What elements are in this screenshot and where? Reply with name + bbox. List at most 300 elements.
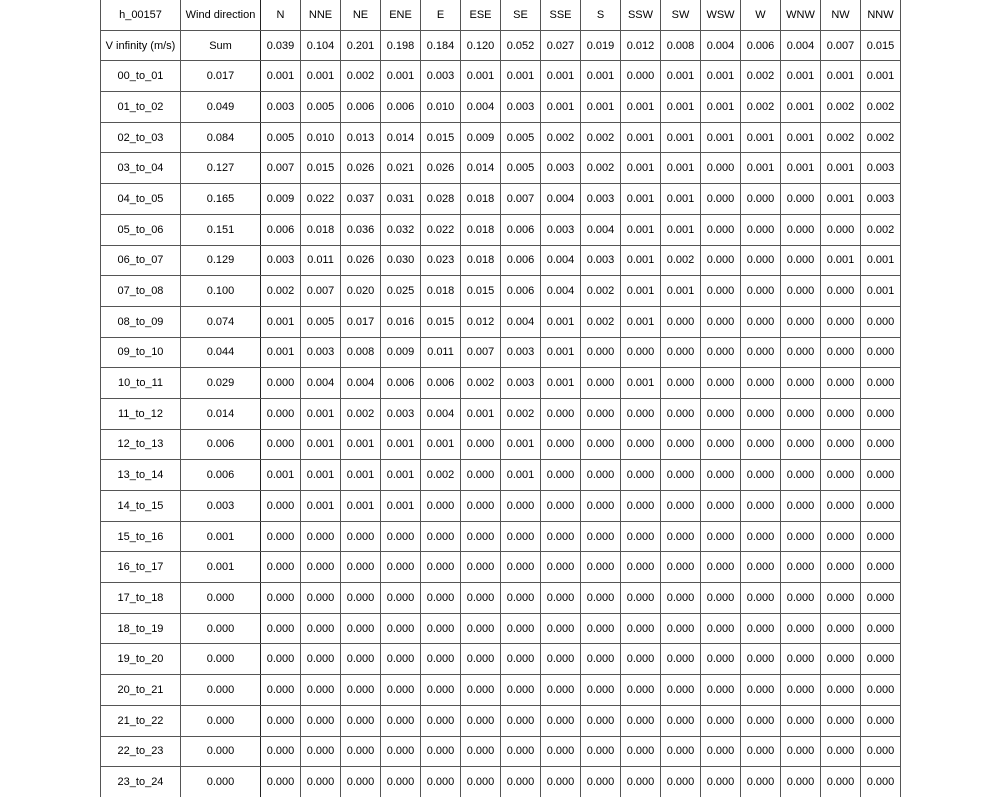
frequency-cell: 0.000 [341,644,381,675]
frequency-cell: 0.000 [461,736,501,767]
frequency-cell: 0.000 [861,705,901,736]
frequency-cell: 0.000 [261,583,301,614]
frequency-cell: 0.000 [741,429,781,460]
row-sum-cell: 0.044 [181,337,261,368]
frequency-cell: 0.000 [821,460,861,491]
frequency-cell: 0.000 [581,736,621,767]
frequency-cell: 0.000 [821,491,861,522]
row-sum-cell: 0.000 [181,613,261,644]
row-sum-cell: 0.000 [181,767,261,797]
frequency-cell: 0.001 [301,460,341,491]
frequency-cell: 0.003 [861,184,901,215]
frequency-cell: 0.001 [301,429,341,460]
direction-sum-cell: 0.008 [661,30,701,61]
table-row [101,368,901,399]
frequency-cell: 0.000 [861,521,901,552]
frequency-cell: 0.000 [821,613,861,644]
frequency-cell: 0.006 [381,92,421,123]
frequency-cell: 0.000 [381,736,421,767]
frequency-cell: 0.000 [661,736,701,767]
frequency-cell: 0.000 [861,767,901,797]
frequency-cell: 0.000 [741,675,781,706]
frequency-cell: 0.012 [461,306,501,337]
speed-bin-label: 14_to_15 [101,491,181,522]
frequency-cell: 0.000 [301,705,341,736]
frequency-cell: 0.000 [501,644,541,675]
frequency-cell: 0.001 [461,398,501,429]
frequency-cell: 0.001 [821,184,861,215]
frequency-cell: 0.007 [461,337,501,368]
frequency-cell: 0.000 [501,675,541,706]
frequency-cell: 0.000 [501,521,541,552]
speed-bin-label: 12_to_13 [101,429,181,460]
frequency-cell: 0.000 [581,767,621,797]
frequency-cell: 0.032 [381,214,421,245]
frequency-cell: 0.000 [461,675,501,706]
direction-header: SSW [621,0,661,30]
direction-sum-cell: 0.184 [421,30,461,61]
frequency-cell: 0.000 [501,613,541,644]
row-sum-cell: 0.014 [181,398,261,429]
frequency-cell: 0.000 [501,767,541,797]
frequency-cell: 0.000 [661,767,701,797]
frequency-cell: 0.000 [861,368,901,399]
frequency-cell: 0.000 [821,429,861,460]
frequency-cell: 0.007 [301,276,341,307]
frequency-cell: 0.000 [541,613,581,644]
frequency-cell: 0.001 [701,92,741,123]
frequency-cell: 0.000 [861,552,901,583]
frequency-cell: 0.031 [381,184,421,215]
frequency-cell: 0.000 [501,552,541,583]
frequency-cell: 0.000 [621,61,661,92]
frequency-cell: 0.000 [861,337,901,368]
frequency-cell: 0.001 [541,61,581,92]
frequency-cell: 0.001 [661,184,701,215]
speed-bin-label: 01_to_02 [101,92,181,123]
speed-bin-label: 03_to_04 [101,153,181,184]
frequency-cell: 0.000 [821,276,861,307]
frequency-cell: 0.021 [381,153,421,184]
table-row [101,767,901,797]
frequency-cell: 0.000 [461,521,501,552]
frequency-cell: 0.000 [381,644,421,675]
frequency-cell: 0.001 [661,92,701,123]
frequency-cell: 0.007 [501,184,541,215]
frequency-cell: 0.000 [621,736,661,767]
frequency-cell: 0.003 [501,368,541,399]
direction-header: ESE [461,0,501,30]
frequency-cell: 0.001 [621,276,661,307]
table-row [101,306,901,337]
table-row [101,460,901,491]
speed-bin-label: 20_to_21 [101,675,181,706]
frequency-cell: 0.001 [381,491,421,522]
frequency-cell: 0.000 [541,644,581,675]
frequency-cell: 0.000 [741,245,781,276]
frequency-cell: 0.000 [781,521,821,552]
row-sum-cell: 0.127 [181,153,261,184]
frequency-cell: 0.001 [821,245,861,276]
speed-bin-label: 18_to_19 [101,613,181,644]
frequency-cell: 0.000 [861,398,901,429]
frequency-cell: 0.015 [461,276,501,307]
frequency-cell: 0.004 [501,306,541,337]
frequency-cell: 0.002 [821,92,861,123]
frequency-cell: 0.001 [621,184,661,215]
frequency-cell: 0.001 [861,276,901,307]
frequency-cell: 0.000 [381,613,421,644]
frequency-cell: 0.000 [261,429,301,460]
frequency-cell: 0.000 [581,521,621,552]
frequency-cell: 0.000 [821,214,861,245]
frequency-cell: 0.001 [781,153,821,184]
frequency-cell: 0.013 [341,122,381,153]
frequency-cell: 0.003 [421,61,461,92]
direction-header: E [421,0,461,30]
frequency-cell: 0.004 [541,245,581,276]
frequency-cell: 0.000 [421,583,461,614]
frequency-cell: 0.000 [781,429,821,460]
frequency-cell: 0.001 [301,61,341,92]
table-row [101,337,901,368]
row-sum-cell: 0.084 [181,122,261,153]
frequency-cell: 0.000 [741,736,781,767]
direction-header: NE [341,0,381,30]
direction-sum-cell: 0.027 [541,30,581,61]
frequency-cell: 0.000 [261,398,301,429]
frequency-cell: 0.023 [421,245,461,276]
frequency-cell: 0.000 [741,214,781,245]
frequency-cell: 0.000 [741,276,781,307]
frequency-cell: 0.000 [581,491,621,522]
frequency-cell: 0.001 [541,368,581,399]
row-sum-cell: 0.000 [181,736,261,767]
frequency-cell: 0.000 [581,613,621,644]
frequency-cell: 0.000 [261,675,301,706]
frequency-cell: 0.000 [781,368,821,399]
direction-header: SW [661,0,701,30]
table-body [101,0,901,797]
frequency-cell: 0.000 [261,521,301,552]
table-row [101,675,901,706]
frequency-cell: 0.000 [541,583,581,614]
frequency-cell: 0.000 [701,644,741,675]
direction-header: S [581,0,621,30]
frequency-cell: 0.000 [341,613,381,644]
row-sum-cell: 0.003 [181,491,261,522]
frequency-cell: 0.000 [701,398,741,429]
frequency-cell: 0.000 [741,184,781,215]
frequency-cell: 0.000 [301,767,341,797]
table-row [101,245,901,276]
frequency-cell: 0.001 [381,61,421,92]
table-row [101,398,901,429]
frequency-cell: 0.000 [261,767,301,797]
frequency-cell: 0.002 [581,122,621,153]
direction-header: W [741,0,781,30]
frequency-cell: 0.000 [821,736,861,767]
frequency-cell: 0.000 [581,398,621,429]
frequency-cell: 0.020 [341,276,381,307]
frequency-cell: 0.000 [301,521,341,552]
table-row [101,92,901,123]
frequency-cell: 0.001 [701,61,741,92]
row-sum-cell: 0.151 [181,214,261,245]
frequency-cell: 0.000 [461,767,501,797]
frequency-cell: 0.007 [261,153,301,184]
frequency-cell: 0.002 [741,61,781,92]
frequency-cell: 0.001 [861,245,901,276]
row-sum-cell: 0.001 [181,521,261,552]
speed-bin-label: 04_to_05 [101,184,181,215]
frequency-cell: 0.026 [341,153,381,184]
frequency-cell: 0.001 [301,491,341,522]
frequency-cell: 0.000 [701,613,741,644]
frequency-cell: 0.000 [461,460,501,491]
frequency-cell: 0.000 [341,767,381,797]
frequency-cell: 0.005 [501,122,541,153]
speed-bin-label: 05_to_06 [101,214,181,245]
frequency-cell: 0.002 [861,122,901,153]
table-row [101,122,901,153]
direction-sum-cell: 0.012 [621,30,661,61]
table-row [101,644,901,675]
frequency-cell: 0.002 [661,245,701,276]
frequency-cell: 0.018 [461,245,501,276]
frequency-cell: 0.003 [541,214,581,245]
frequency-cell: 0.000 [541,460,581,491]
frequency-cell: 0.001 [341,491,381,522]
frequency-cell: 0.000 [861,491,901,522]
frequency-cell: 0.014 [461,153,501,184]
frequency-cell: 0.000 [701,583,741,614]
frequency-cell: 0.000 [861,644,901,675]
frequency-cell: 0.002 [341,61,381,92]
frequency-cell: 0.000 [781,398,821,429]
frequency-cell: 0.000 [261,368,301,399]
table-row [101,153,901,184]
table-row [101,184,901,215]
frequency-cell: 0.001 [621,122,661,153]
frequency-cell: 0.018 [461,214,501,245]
frequency-cell: 0.000 [541,398,581,429]
frequency-cell: 0.000 [581,675,621,706]
frequency-cell: 0.001 [501,61,541,92]
frequency-cell: 0.001 [261,306,301,337]
frequency-cell: 0.000 [621,491,661,522]
frequency-cell: 0.000 [381,767,421,797]
row-sum-cell: 0.165 [181,184,261,215]
table-row [101,552,901,583]
frequency-cell: 0.002 [741,92,781,123]
frequency-cell: 0.000 [621,644,661,675]
frequency-cell: 0.000 [781,214,821,245]
frequency-cell: 0.000 [661,491,701,522]
table-row [101,736,901,767]
row-sum-cell: 0.000 [181,644,261,675]
speed-bin-label: 00_to_01 [101,61,181,92]
frequency-cell: 0.000 [781,675,821,706]
frequency-cell: 0.000 [261,491,301,522]
corner-label: h_00157 [101,0,181,30]
direction-sum-cell: 0.004 [701,30,741,61]
wind-direction-header: Wind direction [181,0,261,30]
frequency-cell: 0.000 [301,613,341,644]
frequency-cell: 0.006 [261,214,301,245]
frequency-cell: 0.000 [581,705,621,736]
frequency-cell: 0.000 [541,705,581,736]
frequency-cell: 0.000 [581,644,621,675]
direction-header: ENE [381,0,421,30]
frequency-cell: 0.005 [501,153,541,184]
frequency-cell: 0.002 [581,276,621,307]
frequency-cell: 0.000 [741,306,781,337]
frequency-cell: 0.011 [421,337,461,368]
frequency-cell: 0.000 [581,368,621,399]
frequency-cell: 0.001 [701,122,741,153]
frequency-cell: 0.018 [461,184,501,215]
frequency-cell: 0.000 [861,613,901,644]
row-sum-cell: 0.049 [181,92,261,123]
frequency-cell: 0.006 [501,276,541,307]
frequency-cell: 0.000 [661,429,701,460]
frequency-cell: 0.004 [581,214,621,245]
frequency-cell: 0.000 [781,460,821,491]
table-row [101,276,901,307]
direction-header: N [261,0,301,30]
frequency-cell: 0.000 [821,521,861,552]
speed-bin-label: 15_to_16 [101,521,181,552]
frequency-cell: 0.000 [581,583,621,614]
table-row [101,61,901,92]
frequency-cell: 0.001 [781,92,821,123]
frequency-cell: 0.000 [661,368,701,399]
frequency-cell: 0.000 [741,491,781,522]
frequency-cell: 0.000 [821,767,861,797]
frequency-cell: 0.000 [381,705,421,736]
frequency-cell: 0.000 [701,276,741,307]
frequency-cell: 0.015 [421,122,461,153]
frequency-cell: 0.000 [381,521,421,552]
row-sum-cell: 0.006 [181,429,261,460]
frequency-cell: 0.000 [661,306,701,337]
frequency-cell: 0.003 [501,337,541,368]
table-row [101,491,901,522]
frequency-cell: 0.003 [261,92,301,123]
frequency-cell: 0.000 [781,491,821,522]
direction-header: NW [821,0,861,30]
frequency-cell: 0.001 [501,429,541,460]
frequency-cell: 0.000 [541,767,581,797]
frequency-cell: 0.000 [261,613,301,644]
table-row [101,583,901,614]
frequency-cell: 0.000 [421,644,461,675]
frequency-cell: 0.000 [741,767,781,797]
frequency-cell: 0.001 [541,337,581,368]
frequency-cell: 0.022 [421,214,461,245]
frequency-cell: 0.001 [621,306,661,337]
frequency-cell: 0.000 [701,245,741,276]
frequency-cell: 0.001 [461,61,501,92]
frequency-cell: 0.000 [821,705,861,736]
row-sum-cell: 0.129 [181,245,261,276]
frequency-cell: 0.000 [661,337,701,368]
frequency-cell: 0.000 [701,306,741,337]
v-infinity-label: V infinity (m/s) [101,30,181,61]
frequency-cell: 0.000 [661,675,701,706]
frequency-cell: 0.000 [781,276,821,307]
speed-bin-label: 13_to_14 [101,460,181,491]
frequency-cell: 0.000 [781,767,821,797]
frequency-cell: 0.000 [341,675,381,706]
frequency-cell: 0.000 [301,552,341,583]
frequency-cell: 0.000 [381,583,421,614]
frequency-cell: 0.000 [501,705,541,736]
frequency-cell: 0.003 [541,153,581,184]
frequency-cell: 0.000 [501,736,541,767]
frequency-cell: 0.001 [821,61,861,92]
row-sum-cell: 0.074 [181,306,261,337]
frequency-cell: 0.000 [861,429,901,460]
frequency-cell: 0.025 [381,276,421,307]
direction-sum-cell: 0.198 [381,30,421,61]
speed-bin-label: 11_to_12 [101,398,181,429]
frequency-cell: 0.000 [781,705,821,736]
frequency-cell: 0.000 [621,429,661,460]
direction-header: WSW [701,0,741,30]
frequency-cell: 0.005 [261,122,301,153]
row-sum-cell: 0.001 [181,552,261,583]
frequency-cell: 0.006 [501,214,541,245]
frequency-cell: 0.010 [421,92,461,123]
frequency-cell: 0.000 [861,736,901,767]
frequency-cell: 0.003 [861,153,901,184]
frequency-cell: 0.002 [861,214,901,245]
direction-sum-cell: 0.006 [741,30,781,61]
frequency-cell: 0.037 [341,184,381,215]
direction-sum-cell: 0.015 [861,30,901,61]
frequency-cell: 0.002 [461,368,501,399]
frequency-cell: 0.000 [661,521,701,552]
table-row [101,521,901,552]
row-sum-cell: 0.000 [181,675,261,706]
frequency-cell: 0.000 [381,675,421,706]
frequency-cell: 0.001 [621,368,661,399]
frequency-cell: 0.001 [581,92,621,123]
frequency-cell: 0.000 [301,644,341,675]
speed-bin-label: 10_to_11 [101,368,181,399]
frequency-cell: 0.000 [821,368,861,399]
speed-bin-label: 22_to_23 [101,736,181,767]
frequency-cell: 0.000 [261,644,301,675]
frequency-cell: 0.000 [421,552,461,583]
direction-header: NNW [861,0,901,30]
speed-bin-label: 17_to_18 [101,583,181,614]
frequency-cell: 0.000 [821,583,861,614]
frequency-cell: 0.000 [461,583,501,614]
frequency-cell: 0.000 [701,368,741,399]
frequency-cell: 0.000 [741,644,781,675]
frequency-cell: 0.008 [341,337,381,368]
frequency-cell: 0.000 [461,705,501,736]
frequency-cell: 0.000 [261,552,301,583]
frequency-cell: 0.000 [701,705,741,736]
frequency-cell: 0.036 [341,214,381,245]
frequency-cell: 0.000 [701,675,741,706]
frequency-cell: 0.001 [261,61,301,92]
frequency-cell: 0.000 [541,491,581,522]
